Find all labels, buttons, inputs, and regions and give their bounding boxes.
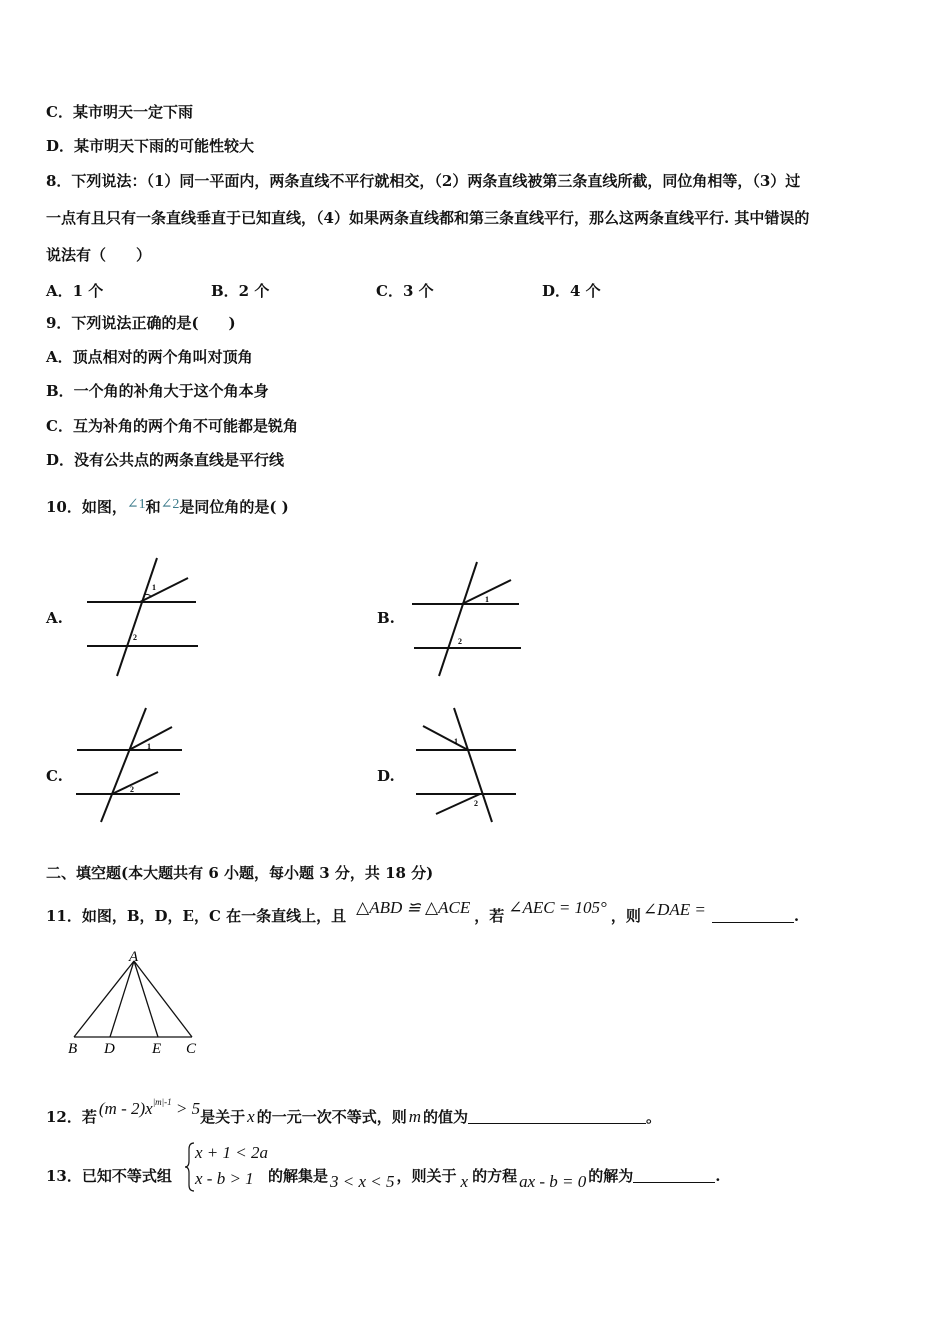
q8-stem-line3: 说法有（ ） (46, 246, 152, 264)
q8-stem-line1: 8．下列说法：（1）同一平面内，两条直线不平行就相交，（2）两条直线被第三条直线所截，同位角相等，（3）过 (46, 172, 801, 190)
q10-b-angle-1: 1 (485, 595, 489, 604)
q10-a-angle-2: 2 (133, 633, 137, 642)
q10-label-c: C. (46, 767, 63, 785)
q12-answer-blank[interactable] (468, 1107, 646, 1124)
q11-cond2: ∠AEC = 105° (508, 898, 607, 917)
q11-target: ∠DAE = (642, 900, 706, 919)
q11-label-b: B (68, 1041, 78, 1057)
q8-option-d: D．4 个 (542, 282, 601, 300)
q11-label-d: D (104, 1041, 115, 1057)
q12-mid1: 是关于 (200, 1108, 246, 1126)
q13-stem-rest (268, 1166, 721, 1192)
q13-system-eq1: x + 1 < 2a (195, 1143, 268, 1162)
q10-d-angle-1: 1 (454, 737, 458, 746)
q11-answer-blank[interactable] (712, 906, 794, 923)
q13-mid2: ，则关于 (396, 1167, 457, 1185)
q12-expr-tail: > 5 (171, 1099, 201, 1118)
q10-angle1: ∠1 (126, 497, 146, 512)
q9-option-a: A．顶点相对的两个角叫对顶角 (46, 348, 253, 366)
q13-system-eq2: x - b > 1 (195, 1169, 254, 1188)
q11-mid: ，若 (474, 907, 505, 925)
q12-expression (99, 1099, 200, 1118)
q11-end: . (793, 907, 800, 925)
q10-c-angle-2: 2 (130, 785, 134, 794)
q11-label-e: E (152, 1041, 162, 1057)
q13-var-x: x (460, 1172, 469, 1191)
q8-stem-line2: 一点有且只有一条直线垂直于已知直线，（4）如果两条直线都和第三条直线平行，那么这两条直线平行. 其中错误的 (46, 209, 810, 227)
q13-system (195, 1140, 268, 1192)
q11-triangle-figure (62, 945, 212, 1060)
q10-prefix: 10．如图， (46, 498, 127, 516)
q10-figure-b (405, 556, 530, 686)
q10-label-b: B. (377, 609, 395, 627)
q10-figure-a (80, 552, 205, 682)
q10-label-d: D. (377, 767, 395, 785)
q10-label-a: A. (46, 609, 63, 627)
q12-var-m: m (408, 1107, 421, 1126)
q13-equation: ax - b = 0 (519, 1172, 587, 1191)
q9-option-c: C．互为补角的两个角不可能都是锐角 (46, 417, 298, 435)
q10-suffix: 是同位角的是( ) (179, 498, 289, 516)
q11-prefix: 11．如图，B，D，E，C 在一条直线上，且 (46, 907, 347, 925)
q10-stem (46, 495, 289, 517)
q13-mid1: 的解集是 (268, 1167, 329, 1185)
q12-mid2: 的一元一次不等式，则 (256, 1108, 407, 1126)
q12-end: 。 (646, 1108, 662, 1126)
q10-angle2: ∠2 (160, 497, 180, 512)
q11-label-c: C (186, 1041, 197, 1057)
q13-prefix: 13．已知不等式组 (46, 1167, 172, 1185)
q12-expr-exponent: |m|-1 (152, 1097, 172, 1107)
q11-label-a: A (129, 949, 139, 965)
q8-option-b: B．2 个 (211, 282, 270, 300)
q13-answer-blank[interactable] (633, 1166, 715, 1183)
q7-option-c: C．某市明天一定下雨 (46, 103, 193, 121)
q9-stem: 9．下列说法正确的是( ) (46, 314, 236, 332)
q12-mid3: 的值为 (422, 1108, 468, 1126)
q8-option-a: A．1 个 (46, 282, 104, 300)
q13-end: . (715, 1167, 721, 1185)
q13-mid4: 的解为 (588, 1167, 634, 1185)
q10-b-angle-2: 2 (458, 637, 462, 646)
q9-option-b: B．一个角的补角大于这个角本身 (46, 382, 269, 400)
q10-a-angle-1: 1 (152, 583, 156, 592)
section-2-title: 二、填空题(本大题共有 6 小题，每小题 3 分，共 18 分) (46, 864, 434, 882)
q7-option-d: D．某市明天下雨的可能性较大 (46, 137, 255, 155)
q12-var-x: x (247, 1107, 255, 1126)
q10-mid: 和 (145, 498, 161, 516)
q8-option-c: C．3 个 (376, 282, 434, 300)
q13-solution-set: 3 < x < 5 (330, 1172, 395, 1191)
q10-c-angle-1: 1 (147, 742, 151, 751)
q13-mid3: 的方程 (472, 1167, 518, 1185)
q10-d-angle-2: 2 (474, 799, 478, 808)
q10-figure-d (410, 702, 535, 827)
q11-stem (46, 888, 799, 936)
q11-cond1: △ABD ≌ △ACE (356, 898, 471, 917)
q10-figure-c (72, 702, 197, 827)
q11-then: ，则 (610, 907, 641, 925)
q9-option-d: D．没有公共点的两条直线是平行线 (46, 451, 285, 469)
q12-prefix: 12．若 (46, 1108, 97, 1126)
q12-stem (46, 1082, 661, 1137)
q12-expr-base: (m - 2)x (98, 1099, 153, 1118)
